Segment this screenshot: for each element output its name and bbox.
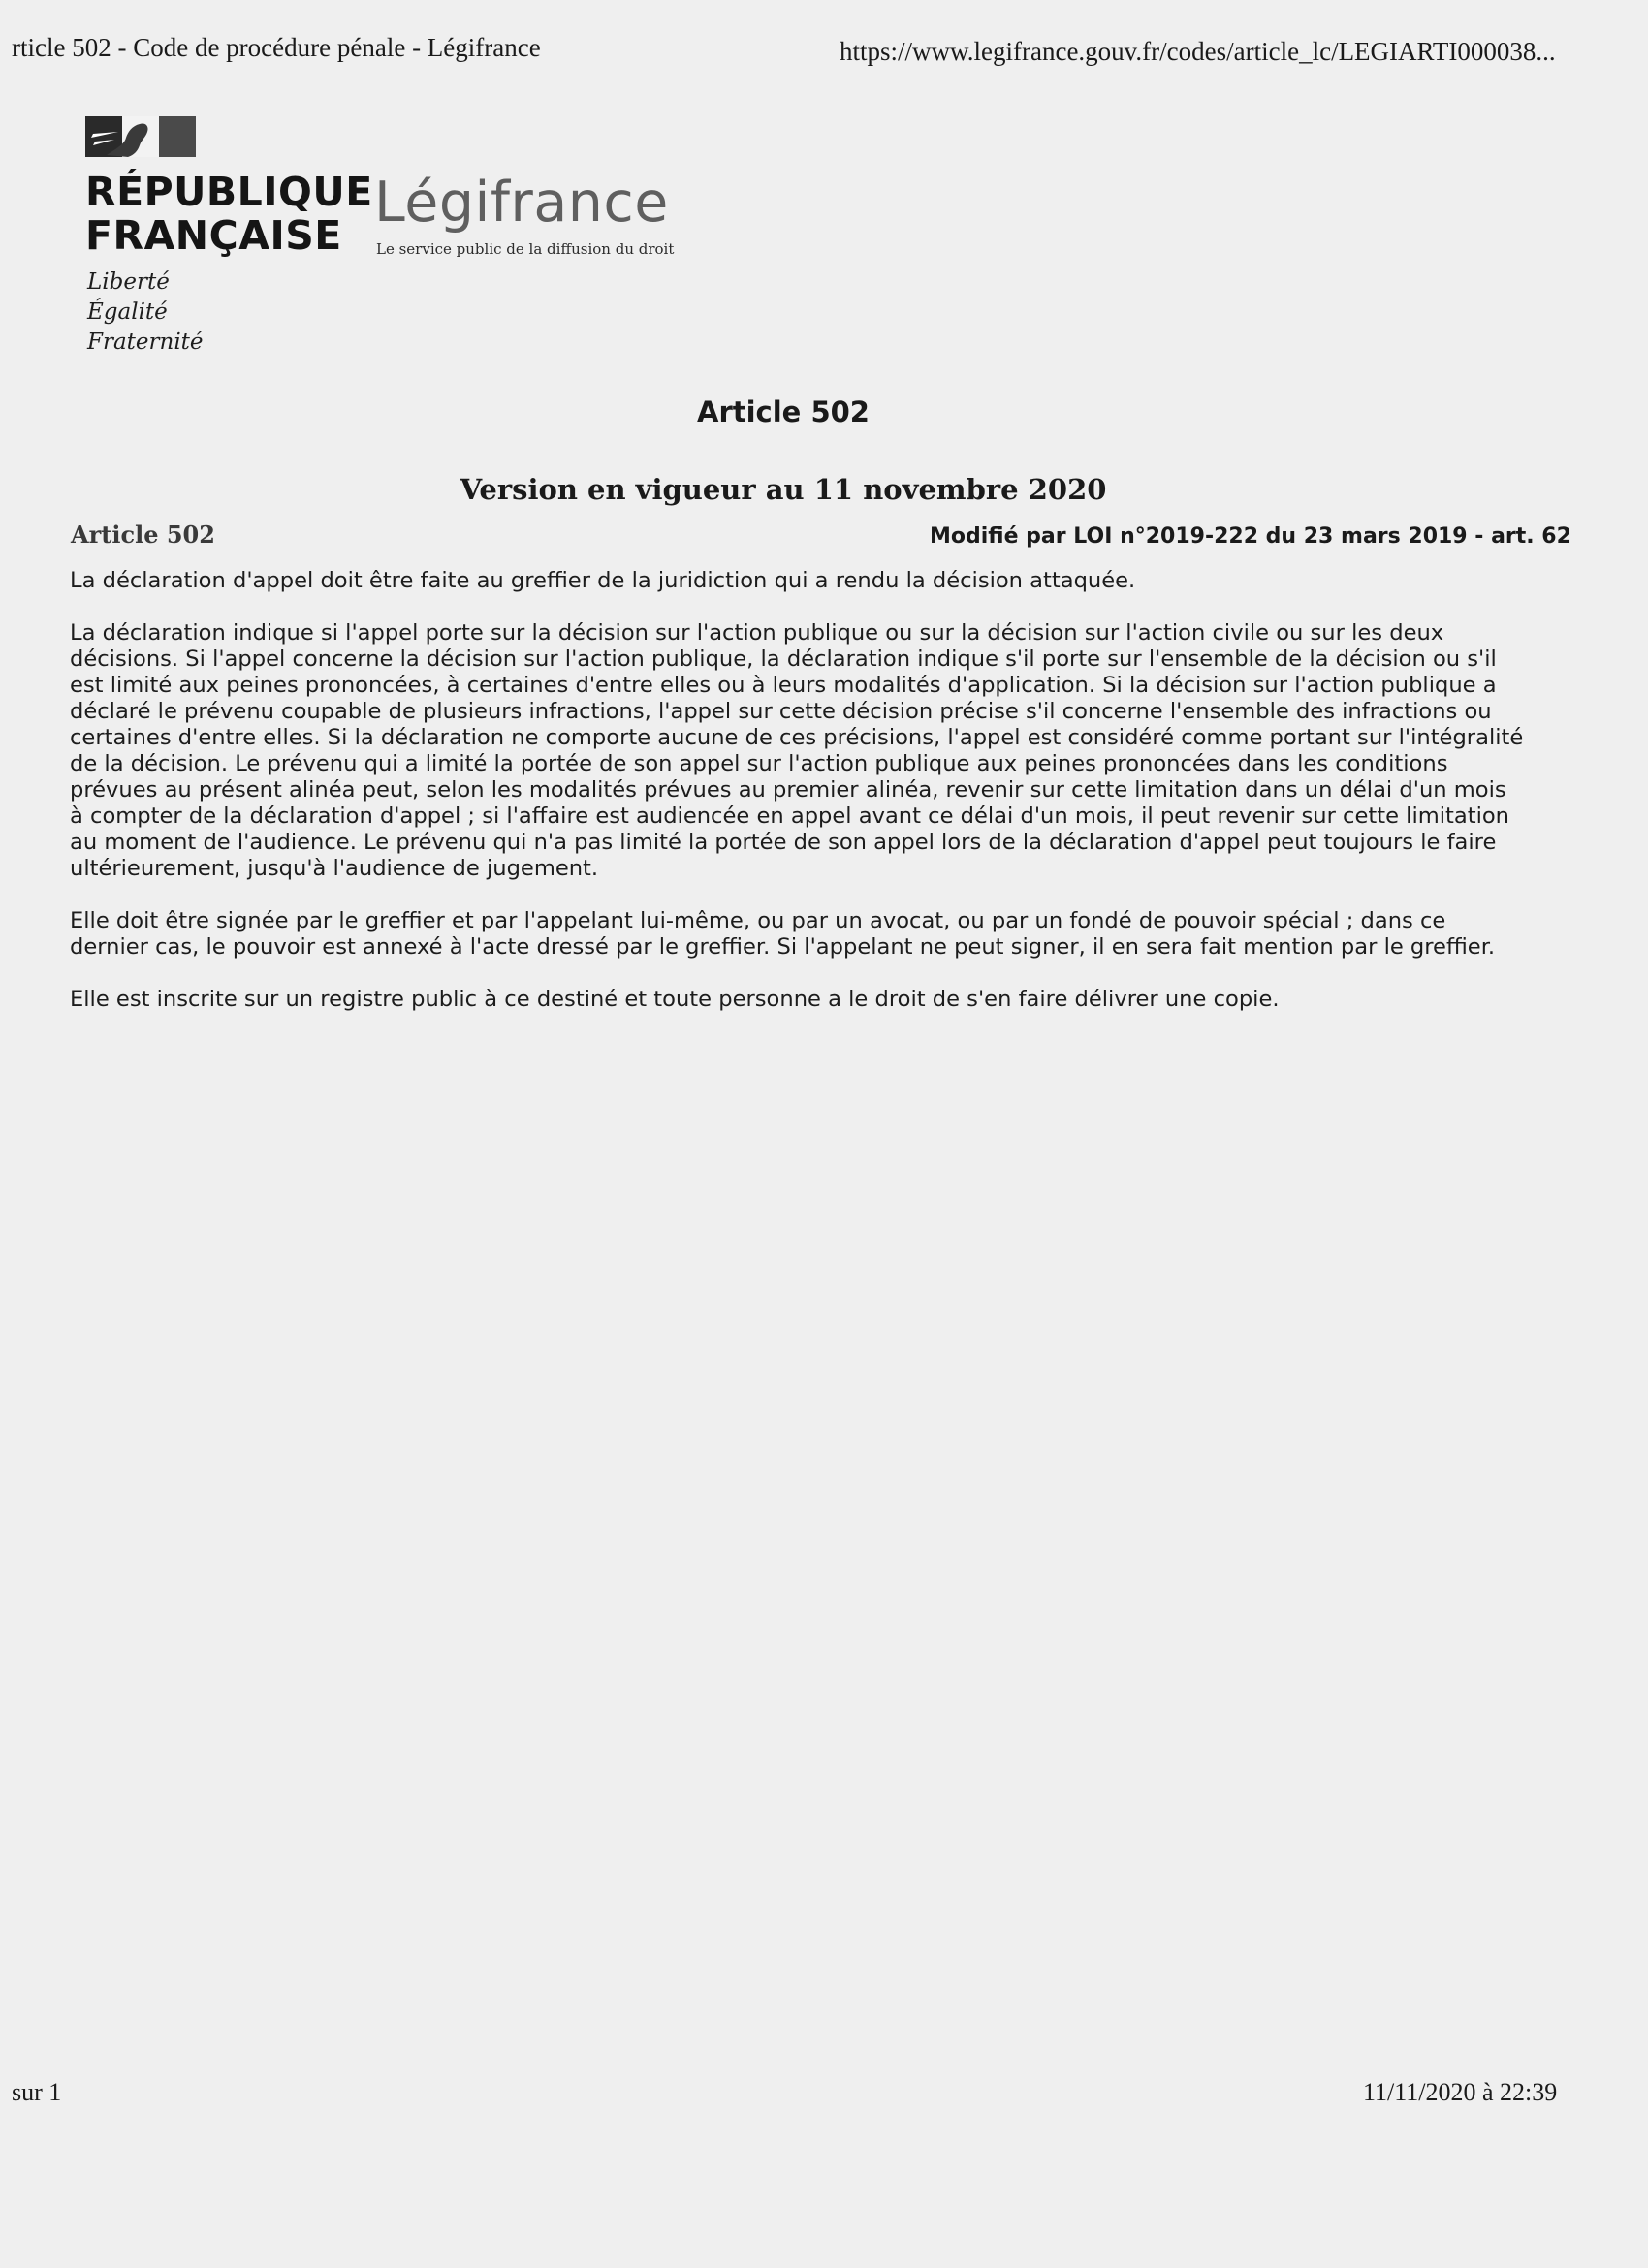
republic-name: RÉPUBLIQUE FRANÇAISE	[85, 169, 373, 259]
article-paragraph: Elle doit être signée par le greffier et par l'appelant lui-même, ou par un avocat, ou par un fondé de pouvoir spécial ; dans ce dernier cas, le pouvoir est annexé à l'acte dressé par le greffier. Si l'appelant ne peut signer, il en sera fait mention par le greffier.	[70, 908, 1496, 960]
page-title: Article 502	[697, 395, 870, 428]
version-label: Version en vigueur au 11 novembre 2020	[460, 473, 1107, 506]
print-header	[0, 33, 1648, 72]
print-page-url: https://www.legifrance.gouv.fr/codes/article_lc/LEGIARTI000038...	[840, 37, 1556, 66]
legifrance-tagline: Le service public de la diffusion du droit	[376, 240, 675, 258]
marianne-icon	[85, 116, 196, 157]
print-date: 11/11/2020 à 22:39	[1363, 2078, 1558, 2106]
print-page-title: rticle 502 - Code de procédure pénale - Légifrance	[12, 33, 541, 62]
legifrance-brand: Légifrance	[374, 171, 669, 235]
article-paragraph: La déclaration indique si l'appel porte sur la décision sur l'action publique ou sur la décision sur l'action civile ou sur les deux décisions. Si l'appel concerne la décision sur l'action publique, la déclaration indique s'il porte sur l'ensemble de la décision ou s'il est limité aux peines prononcées, à certaines d'entre elles ou à leurs modalités d'application. Si la décision sur l'action publique a déclaré le prévenu coupable de plusieurs infractions, l'appel sur cette décision précise s'il concerne l'ensemble des infractions ou certaines d'entre elles. Si la déclaration ne comporte aucune de ces précisions, l'appel est considéré comme portant sur l'intégralité de la décision. Le prévenu qui a limité la portée de son appel sur l'action publique aux peines prononcées dans les conditions prévues au présent alinéa peut, selon les modalités prévues au premier alinéa, revenir sur cette limitation dans un délai d'un mois à compter de la déclaration d'appel ; si l'affaire est audiencée en appel avant ce délai d'un mois, il peut revenir sur cette limitation au moment de l'audience. Le prévenu qui n'a pas limité la portée de son appel lors de la déclaration d'appel peut toujours le faire ultérieurement, jusqu'à l'audience de jugement.	[70, 620, 1524, 881]
modified-by-label: Modifié par LOI n°2019-222 du 23 mars 2019 - art. 62	[930, 524, 1571, 549]
article-paragraph: Elle est inscrite sur un registre public à ce destiné et toute personne a le droit de s'en faire délivrer une copie.	[70, 987, 1280, 1012]
republic-motto: Liberté Égalité Fraternité	[87, 269, 204, 355]
article-body	[70, 568, 1524, 1039]
article-paragraph: La déclaration d'appel doit être faite au greffier de la juridiction qui a rendu la décision attaquée.	[70, 568, 1136, 593]
logo-block	[85, 116, 706, 359]
article-label: Article 502	[71, 520, 215, 549]
page-count: sur 1	[12, 2078, 62, 2106]
